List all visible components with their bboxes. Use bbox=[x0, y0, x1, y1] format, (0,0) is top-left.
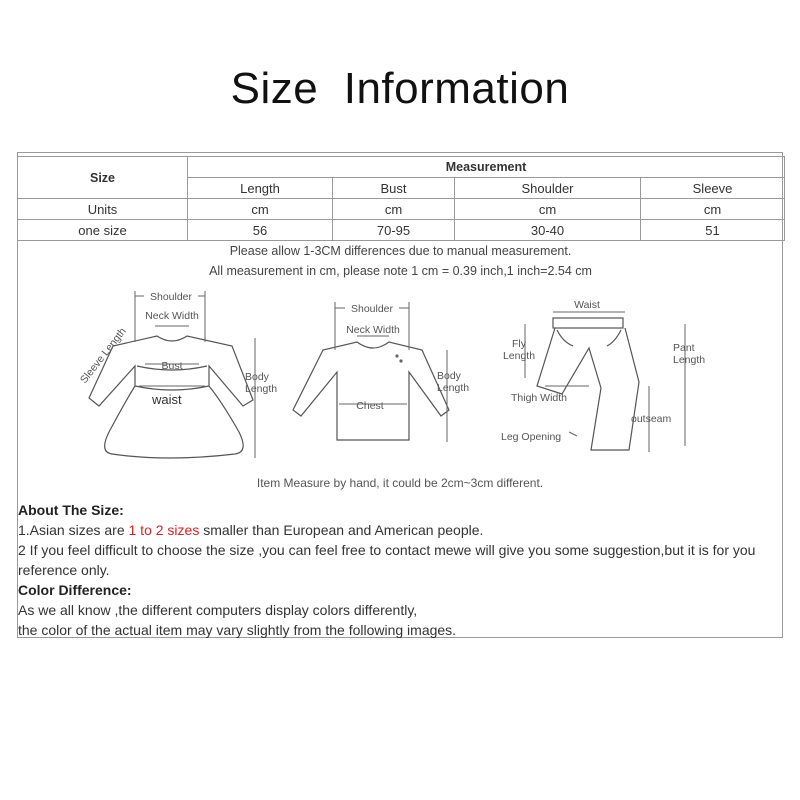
table-cell: 70-95 bbox=[333, 220, 455, 241]
about-line-1-post: smaller than European and American people. bbox=[199, 522, 484, 538]
about-line-1 bbox=[18, 520, 780, 540]
top-shoulder-label: Shoulder bbox=[350, 303, 394, 315]
diagram-caption: Item Measure by hand, it could be 2cm~3cm different. bbox=[256, 476, 544, 490]
pants-waistband bbox=[553, 318, 623, 328]
top-chest-label: Chest bbox=[356, 400, 384, 412]
dress-waist-label: waist bbox=[152, 392, 182, 407]
top-body-label: Body bbox=[437, 370, 461, 382]
pants-waist-label: Waist bbox=[574, 299, 600, 311]
table-cell: cm bbox=[188, 199, 333, 220]
table-cell: 30-40 bbox=[455, 220, 641, 241]
measurement-header: Measurement bbox=[188, 157, 785, 178]
color-line-2: the color of the actual item may vary slightly from the following images. bbox=[18, 622, 457, 638]
pants-pant-length-label: Length bbox=[673, 354, 706, 366]
pants-outseam-label: outseam bbox=[631, 413, 672, 425]
dress-body-label: Body bbox=[245, 371, 269, 383]
table-row bbox=[18, 199, 785, 220]
pants-thigh-label: Thigh Width bbox=[511, 392, 568, 404]
table-cell: 51 bbox=[641, 220, 785, 241]
top-length-label: Length bbox=[437, 382, 470, 394]
col-sleeve: Sleeve bbox=[641, 178, 785, 199]
table-cell: cm bbox=[455, 199, 641, 220]
col-shoulder: Shoulder bbox=[455, 178, 641, 199]
pants-leg-opening-line bbox=[569, 432, 577, 436]
row-label: Units bbox=[18, 199, 188, 220]
color-heading: Color Difference: bbox=[18, 582, 132, 598]
about-heading: About The Size: bbox=[18, 502, 124, 518]
about-line-1-highlight: 1 to 2 sizes bbox=[128, 522, 200, 538]
table-cell: 56 bbox=[188, 220, 333, 241]
about-line-1-pre: 1.Asian sizes are bbox=[18, 522, 129, 538]
dress-sleeve-label: Sleeve Length bbox=[77, 325, 129, 386]
pants-fly-label: Fly bbox=[512, 338, 526, 350]
note-units: All measurement in cm, please note 1 cm = 0.39 inch,1 inch=2.54 cm bbox=[209, 264, 592, 278]
color-line-1: As we all know ,the different computers display colors differently, bbox=[18, 602, 418, 618]
note-tolerance: Please allow 1-3CM differences due to manual measurement. bbox=[229, 244, 572, 258]
page-title: Size Information bbox=[230, 64, 570, 113]
top-neck-label: Neck Width bbox=[346, 324, 400, 336]
table-cell: cm bbox=[641, 199, 785, 220]
col-bust: Bust bbox=[333, 178, 455, 199]
dress-length-label: Length bbox=[245, 383, 278, 395]
size-header: Size bbox=[18, 157, 188, 199]
top-illustration bbox=[293, 342, 449, 440]
dress-shoulder-label: Shoulder bbox=[149, 291, 193, 303]
table-header-row bbox=[18, 157, 785, 178]
about-line-2: 2 If you feel difficult to choose the size ,you can feel free to contact mewe will give you some suggestion,but it is for you reference only. bbox=[18, 542, 756, 578]
size-table bbox=[17, 156, 785, 241]
pants-fly-length-label: Length bbox=[502, 350, 536, 362]
dress-bust-label: Bust bbox=[161, 360, 183, 372]
row-label: one size bbox=[18, 220, 188, 241]
dress-neck-label: Neck Width bbox=[145, 310, 199, 322]
about-section bbox=[18, 500, 780, 640]
table-row bbox=[18, 220, 785, 241]
pants-pant-label: Pant bbox=[673, 342, 695, 354]
pants-leg-opening-label: Leg Opening bbox=[501, 431, 562, 443]
measurement-diagram bbox=[17, 282, 784, 494]
col-length: Length bbox=[188, 178, 333, 199]
table-cell: cm bbox=[333, 199, 455, 220]
